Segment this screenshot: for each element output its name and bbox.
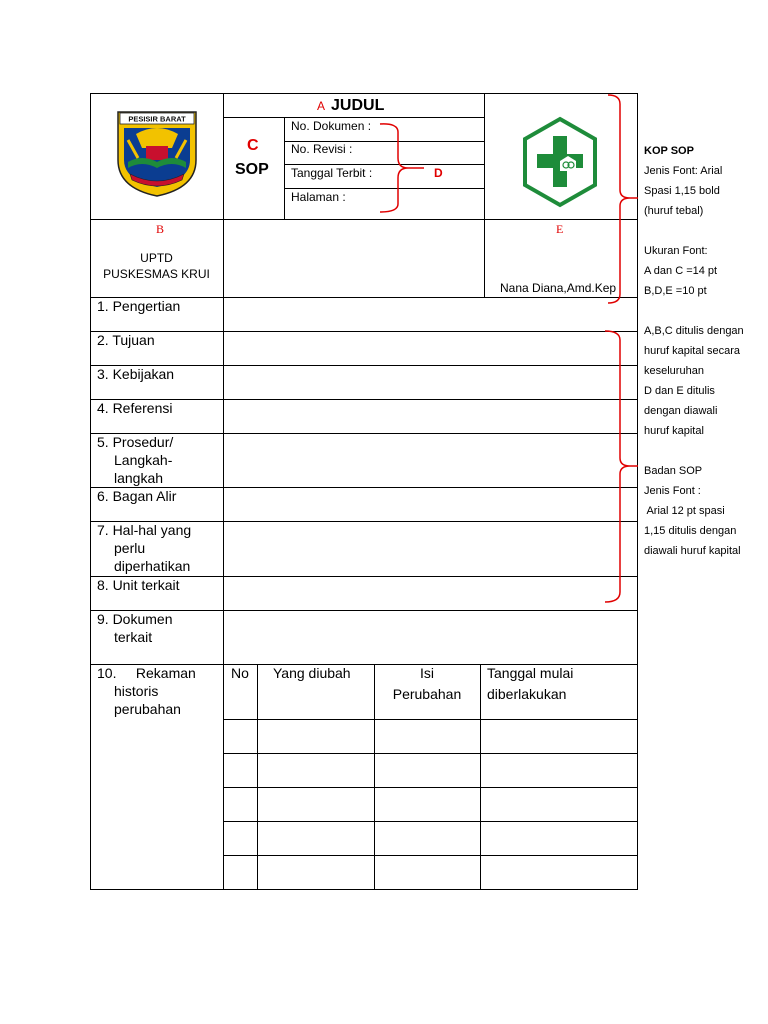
org-line-uptd: UPTD (140, 251, 173, 265)
svg-text:PESISIR BARAT: PESISIR BARAT (128, 114, 186, 124)
section-tujuan: 2. Tujuan (97, 332, 155, 348)
field-no-revisi: No. Revisi : (291, 142, 353, 156)
field-halaman: Halaman : (291, 190, 346, 204)
field-no-dokumen: No. Dokumen : (291, 119, 372, 133)
label-e: E (556, 222, 564, 236)
puskesmas-logo (522, 116, 598, 208)
label-b: B (156, 222, 165, 236)
section-bagan-alir: 6. Bagan Alir (97, 488, 177, 504)
section-kebijakan: 3. Kebijakan (97, 366, 175, 382)
bracket-d-icon (378, 120, 428, 216)
section-referensi: 4. Referensi (97, 400, 173, 416)
section-unit-terkait: 8. Unit terkait (97, 577, 180, 593)
signer-name: Nana Diana,Amd.Kep (500, 281, 617, 295)
col-no: No (231, 665, 249, 681)
bracket-kop-icon (600, 92, 640, 306)
label-c: C (247, 137, 259, 154)
col-yang-diubah: Yang diubah (273, 665, 351, 681)
field-tanggal-terbit: Tanggal Terbit : (291, 166, 373, 180)
sop-title: JUDUL (331, 97, 385, 114)
sop-label: SOP (235, 161, 269, 178)
pesisir-barat-logo (116, 110, 198, 198)
label-d: D (434, 166, 443, 180)
label-a: A (317, 99, 326, 113)
org-line-puskesmas: PUSKESMAS KRUI (103, 267, 210, 281)
bracket-badan-icon (600, 328, 640, 606)
section-pengertian: 1. Pengertian (97, 298, 181, 314)
